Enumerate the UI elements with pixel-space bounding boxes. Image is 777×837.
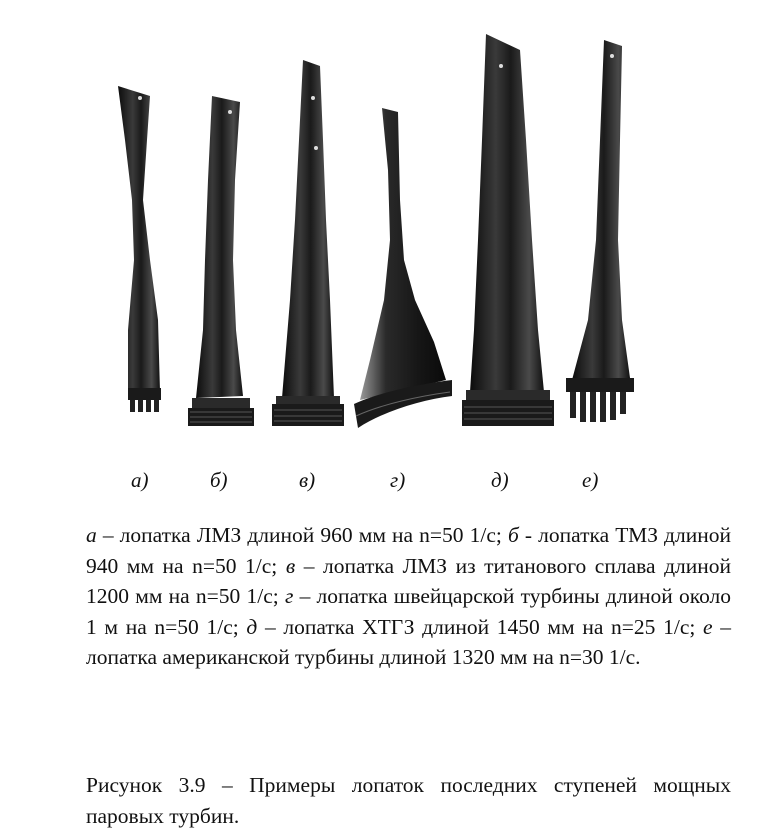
caption-text: – лопатка ЛМЗ длиной 960 мм на n=50 1/с;	[96, 523, 508, 547]
figure-caption	[86, 520, 731, 673]
caption-letter: б	[507, 523, 519, 547]
caption-letter: в	[285, 553, 296, 578]
blade-a	[118, 86, 161, 412]
caption-text: – лопатка ХТГЗ длиной 1450 мм на n=25 1/с;	[257, 614, 704, 639]
caption-text: – лопатка швейцарской турбины длиной около 1 м на n=50 1/с;	[86, 584, 732, 639]
label-v: в)	[299, 468, 316, 492]
label-e: е)	[582, 468, 599, 492]
label-g: г)	[390, 468, 406, 492]
caption-letter: г	[284, 584, 294, 608]
blade-g	[354, 108, 452, 428]
blade-e	[566, 40, 634, 422]
caption-text: - лопатка ТМЗ длиной 940 мм на n=50 1/с;	[86, 523, 731, 578]
label-d: д)	[491, 468, 509, 492]
caption-text: – лопатка американской турбины длиной 1320 мм на n=30 1/с.	[86, 614, 731, 669]
blade-v	[272, 60, 344, 426]
label-b: б)	[210, 468, 228, 492]
label-a: а)	[131, 468, 149, 492]
caption-letter: е	[703, 614, 713, 639]
blade-b	[188, 96, 254, 426]
caption-letter: д	[246, 614, 258, 639]
blade-d	[462, 34, 554, 426]
figure-title: Рисунок 3.9 – Примеры лопаток последних ступеней мощных паровых турбин.	[86, 773, 731, 828]
caption-text: – лопатка ЛМЗ из титанового сплава длиной 1200 мм на n=50 1/с;	[86, 553, 732, 608]
caption-letter: а	[86, 523, 97, 547]
